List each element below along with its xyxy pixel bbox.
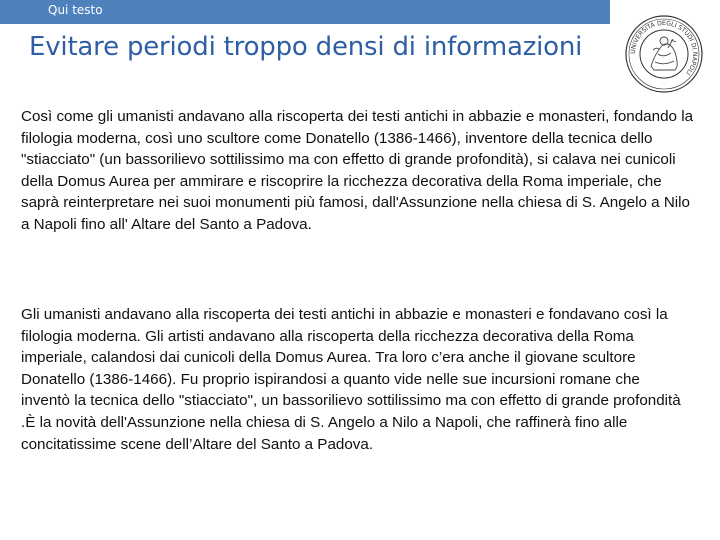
- header-label: Qui testo: [48, 3, 103, 17]
- slide-title: Evitare periodi troppo densi di informazioni: [29, 32, 583, 62]
- paragraph-2: Gli umanisti andavano alla riscoperta dei testi antichi in abbazie e monasteri e fondavano così la filologia moderna. Gli artisti andavano alla riscoperta della ricchezza decorativa della Roma imperiale, calandosi dai cunicoli della Domus Aurea. Tra loro c’era anche il giovane scultore Donatello (1386-1466). Fu proprio ispirandosi a quanto vide nelle sue incursioni romane che inventò la tecnica dello "stiacciato", un bassorilievo sottilissimo ma con effetto di grande profondità .È la novità dell'Assunzione nella chiesa di S. Angelo a Nilo a Napoli, che raffinerà fino alle concitatissime scene dell’Altare del Santo a Padova.: [21, 306, 681, 453]
- paragraph-1: Così come gli umanisti andavano alla riscoperta dei testi antichi in abbazie e monasteri, fondando la filologia moderna, così uno scultore come Donatello (1386-1466), inventore della tecnica dello "stiacciato" (un bassorilievo sottilissimo ma con effetto di grande profondità), si calava nei cunicoli della Domus Aurea per ammirare e riscoprire la ricchezza decorativa della Roma imperiale, che saprà reinterpretare nei suoi monumenti più famosi, dall'Assunzione nella chiesa di S. Angelo a Nilo a Napoli fino all' Altare del Santo a Padova.: [21, 108, 694, 233]
- university-seal-icon: [624, 14, 704, 94]
- seal-ring-text: UNIVERSITÀ DEGLI STUDI DI NAPOLI: [629, 19, 699, 77]
